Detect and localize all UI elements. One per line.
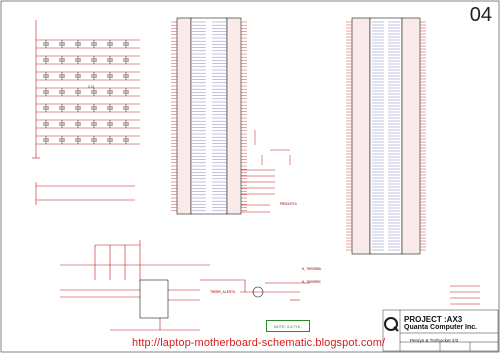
cpu-symbol-b (352, 18, 420, 254)
quanta-logo-icon (385, 318, 398, 331)
signal-label-therm-alert: THERM_ALERT# (210, 291, 236, 295)
page-number: 04 (469, 4, 492, 26)
signal-label-prochot: PROCHOT# (280, 203, 297, 207)
cpu-symbol-a (177, 18, 241, 214)
cpu-a-fanout (241, 130, 290, 212)
decoupling-cap-bank (32, 20, 40, 158)
watermark-url[interactable]: http://laptop-motherboard-schematic.blogspot.com/ (132, 337, 386, 349)
thermal-sensor-section (60, 240, 310, 330)
connector-pads (450, 286, 480, 304)
sheet-title: Penryn & TH/Socket 2/2 (410, 338, 459, 343)
note-box: NOTE: 0.6 TH/.. (266, 320, 310, 332)
signal-label-thermdc: H_THERMDC (302, 281, 321, 285)
company-name: Quanta Computer Inc. (404, 324, 478, 331)
signal-label-thermda: H_THERMDA (302, 268, 321, 272)
ref-designator: C13 (88, 86, 95, 90)
project-title: PROJECT :AX3 (404, 315, 463, 324)
cap-rows (36, 40, 140, 144)
cap-group-2 (36, 182, 135, 205)
thermal-sensor-ic (140, 280, 168, 318)
